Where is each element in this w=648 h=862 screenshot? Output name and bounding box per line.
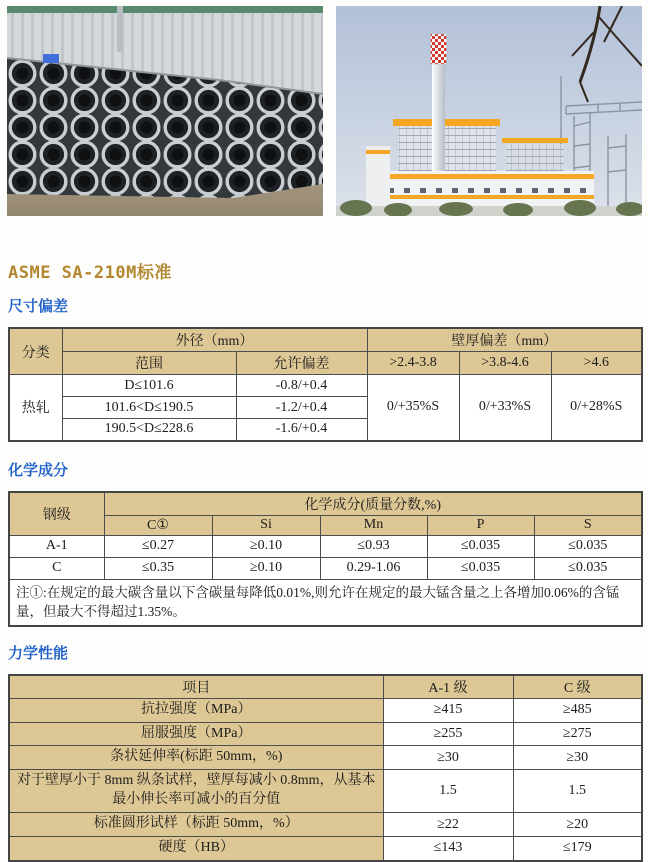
tolerance-cell: -1.2/+0.4: [236, 397, 367, 419]
a1-value-cell: ≥22: [383, 813, 513, 837]
chimney: [432, 62, 445, 182]
value-cell: ≥0.10: [212, 557, 320, 579]
c-value-cell: 1.5: [513, 770, 642, 813]
size-deviation-table: [8, 327, 643, 442]
blue-tag: [43, 54, 59, 63]
a1-value-cell: ≥255: [383, 722, 513, 746]
table-row: [9, 535, 642, 557]
a1-value-cell: ≥415: [383, 698, 513, 722]
section-heading-chemical: 化学成分: [8, 461, 69, 479]
grade-cell: C: [9, 557, 104, 579]
page-title: ASME SA-210M标准: [8, 263, 172, 283]
table-row: [9, 722, 642, 746]
c-value-cell: ≥30: [513, 746, 642, 770]
col-header-range: 范围: [62, 352, 236, 375]
range-cell: 101.6<D≤190.5: [62, 397, 236, 419]
col-header-phosphorus: P: [427, 515, 534, 535]
table-row: [9, 698, 642, 722]
col-header-wall-3: >4.6: [551, 352, 642, 375]
c-value-cell: ≥485: [513, 698, 642, 722]
value-cell: ≤0.035: [427, 557, 534, 579]
wall-value-cell: 0/+35%S: [367, 375, 459, 441]
range-cell: D≤101.6: [62, 375, 236, 397]
value-cell: 0.29-1.06: [320, 557, 427, 579]
col-header-carbon: C①: [104, 515, 212, 535]
value-cell: ≤0.27: [104, 535, 212, 557]
col-header-manganese: Mn: [320, 515, 427, 535]
col-header-silicon: Si: [212, 515, 320, 535]
steel-pipes-photo: [7, 6, 323, 216]
tolerance-cell: -0.8/+0.4: [236, 375, 367, 397]
range-cell: 190.5<D≤228.6: [62, 419, 236, 441]
col-header-wall-2: >3.8-4.6: [459, 352, 551, 375]
category-cell: 热轧: [9, 375, 62, 441]
table-row: [9, 579, 642, 626]
photo-row: [0, 0, 648, 216]
c-value-cell: ≥20: [513, 813, 642, 837]
value-cell: ≤0.35: [104, 557, 212, 579]
item-cell: 屈服强度（MPa）: [9, 722, 383, 746]
col-header-grade: 钢级: [9, 492, 104, 536]
tolerance-cell: -1.6/+0.4: [236, 419, 367, 441]
a1-value-cell: ≤143: [383, 836, 513, 860]
table-row: [9, 813, 642, 837]
item-cell: 标准圆形试样（标距 50mm，%）: [9, 813, 383, 837]
col-group-outer-diameter: 外径（mm）: [62, 328, 367, 352]
wall-value-cell: 0/+28%S: [551, 375, 642, 441]
item-cell: 硬度（HB）: [9, 836, 383, 860]
item-cell: 条状延伸率(标距 50mm，%): [9, 746, 383, 770]
col-header-item: 项目: [9, 675, 383, 699]
col-header-a1-grade: A-1 级: [383, 675, 513, 699]
grade-cell: A-1: [9, 535, 104, 557]
c-value-cell: ≤179: [513, 836, 642, 860]
section-heading-mechanical: 力学性能: [8, 644, 69, 662]
section-heading-size-deviation: 尺寸偏差: [8, 298, 69, 315]
value-cell: ≤0.035: [534, 557, 642, 579]
col-header-tolerance: 允许偏差: [236, 352, 367, 375]
table-row: [9, 557, 642, 579]
table-row: [9, 770, 642, 813]
item-cell: 对于壁厚小于 8mm 纵条试样，壁厚每减小 0.8mm，从基本最小伸长率可减小的百分值: [9, 770, 383, 813]
power-plant-photo: [336, 6, 642, 216]
item-cell: 抗拉强度（MPa）: [9, 698, 383, 722]
value-cell: ≥0.10: [212, 535, 320, 557]
a1-value-cell: ≥30: [383, 746, 513, 770]
col-group-composition: 化学成分(质量分数,%): [104, 492, 642, 516]
col-header-c-grade: C 级: [513, 675, 642, 699]
chemical-composition-table: [8, 491, 643, 627]
col-group-wall-deviation: 壁厚偏差（mm）: [367, 328, 642, 352]
a1-value-cell: 1.5: [383, 770, 513, 813]
col-header-category: 分类: [9, 328, 62, 375]
mechanical-properties-table: [8, 674, 643, 862]
wall-value-cell: 0/+33%S: [459, 375, 551, 441]
footnote: 注①:在规定的最大碳含量以下含碳量每降低0.01%,则允许在规定的最大锰含量之上各增加0.06%的含锰量，但最大不得超过1.35%。: [9, 579, 642, 626]
table-row: [9, 375, 642, 397]
value-cell: ≤0.035: [534, 535, 642, 557]
value-cell: ≤0.93: [320, 535, 427, 557]
col-header-wall-1: >2.4-3.8: [367, 352, 459, 375]
table-row: [9, 836, 642, 860]
col-header-sulfur: S: [534, 515, 642, 535]
value-cell: ≤0.035: [427, 535, 534, 557]
table-row: [9, 746, 642, 770]
c-value-cell: ≥275: [513, 722, 642, 746]
